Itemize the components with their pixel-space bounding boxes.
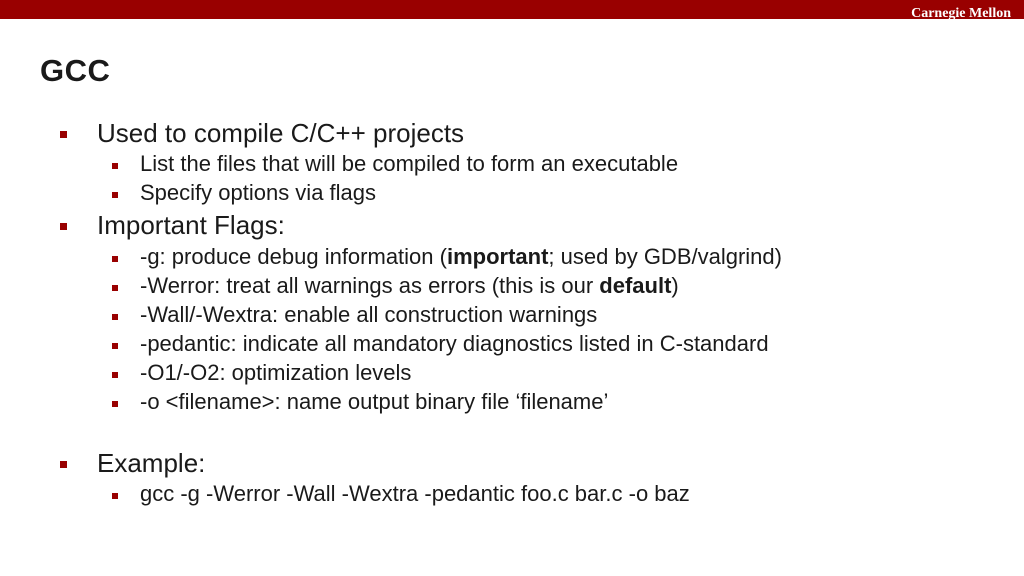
emphasis-text: important <box>446 244 549 269</box>
sub-bullet-item <box>140 180 376 206</box>
bullet-square-icon <box>112 285 118 291</box>
sub-bullet-item <box>140 481 690 507</box>
bullet-square-icon <box>112 256 118 262</box>
bullet-square-icon <box>112 493 118 499</box>
sub-bullet-text: List the files that will be compiled to form an executable <box>140 151 679 176</box>
sub-bullet-item <box>140 273 679 299</box>
sub-bullet-text-pre: -Werror: treat all warnings as errors (this is our <box>140 273 600 298</box>
bullet-text: Important Flags: <box>97 210 285 240</box>
sub-bullet-text: -O1/-O2: optimization levels <box>140 360 412 385</box>
sub-bullet-text: -pedantic: indicate all mandatory diagnostics listed in C-standard <box>140 331 769 356</box>
sub-bullet-item <box>140 360 411 386</box>
bullet-square-icon <box>112 372 118 378</box>
sub-bullet-item <box>140 389 608 415</box>
bullet-square-icon <box>112 314 118 320</box>
bullet-square-icon <box>60 461 67 468</box>
bullet-text: Used to compile C/C++ projects <box>97 118 465 148</box>
sub-bullet-item <box>140 151 678 177</box>
bullet-square-icon <box>60 131 67 138</box>
sub-bullet-text-post: ) <box>671 273 679 298</box>
sub-bullet-item <box>140 302 597 328</box>
sub-bullet-item <box>140 244 782 270</box>
bullet-square-icon <box>112 343 118 349</box>
sub-bullet-text-pre: -g: produce debug information ( <box>140 244 447 269</box>
emphasis-text: default <box>599 273 672 298</box>
bullet-text: Example: <box>97 448 206 478</box>
bullet-square-icon <box>112 163 118 169</box>
sub-bullet-text: gcc -g -Werror -Wall -Wextra -pedantic foo.c bar.c -o baz <box>140 481 690 506</box>
bullet-item <box>97 118 464 148</box>
bullet-square-icon <box>112 192 118 198</box>
bullet-square-icon <box>60 223 67 230</box>
slide-title: GCC <box>40 53 111 88</box>
sub-bullet-text: -o <filename>: name output binary file ‘filename’ <box>140 389 609 414</box>
brand-logo-text: Carnegie Mellon <box>911 6 1011 21</box>
bullet-item <box>97 210 285 240</box>
bullet-item <box>97 448 205 478</box>
sub-bullet-text-post: ; used by GDB/valgrind) <box>548 244 782 269</box>
sub-bullet-item <box>140 331 769 357</box>
bullet-square-icon <box>112 401 118 407</box>
sub-bullet-text: -Wall/-Wextra: enable all construction warnings <box>140 302 598 327</box>
sub-bullet-text: Specify options via flags <box>140 180 377 205</box>
